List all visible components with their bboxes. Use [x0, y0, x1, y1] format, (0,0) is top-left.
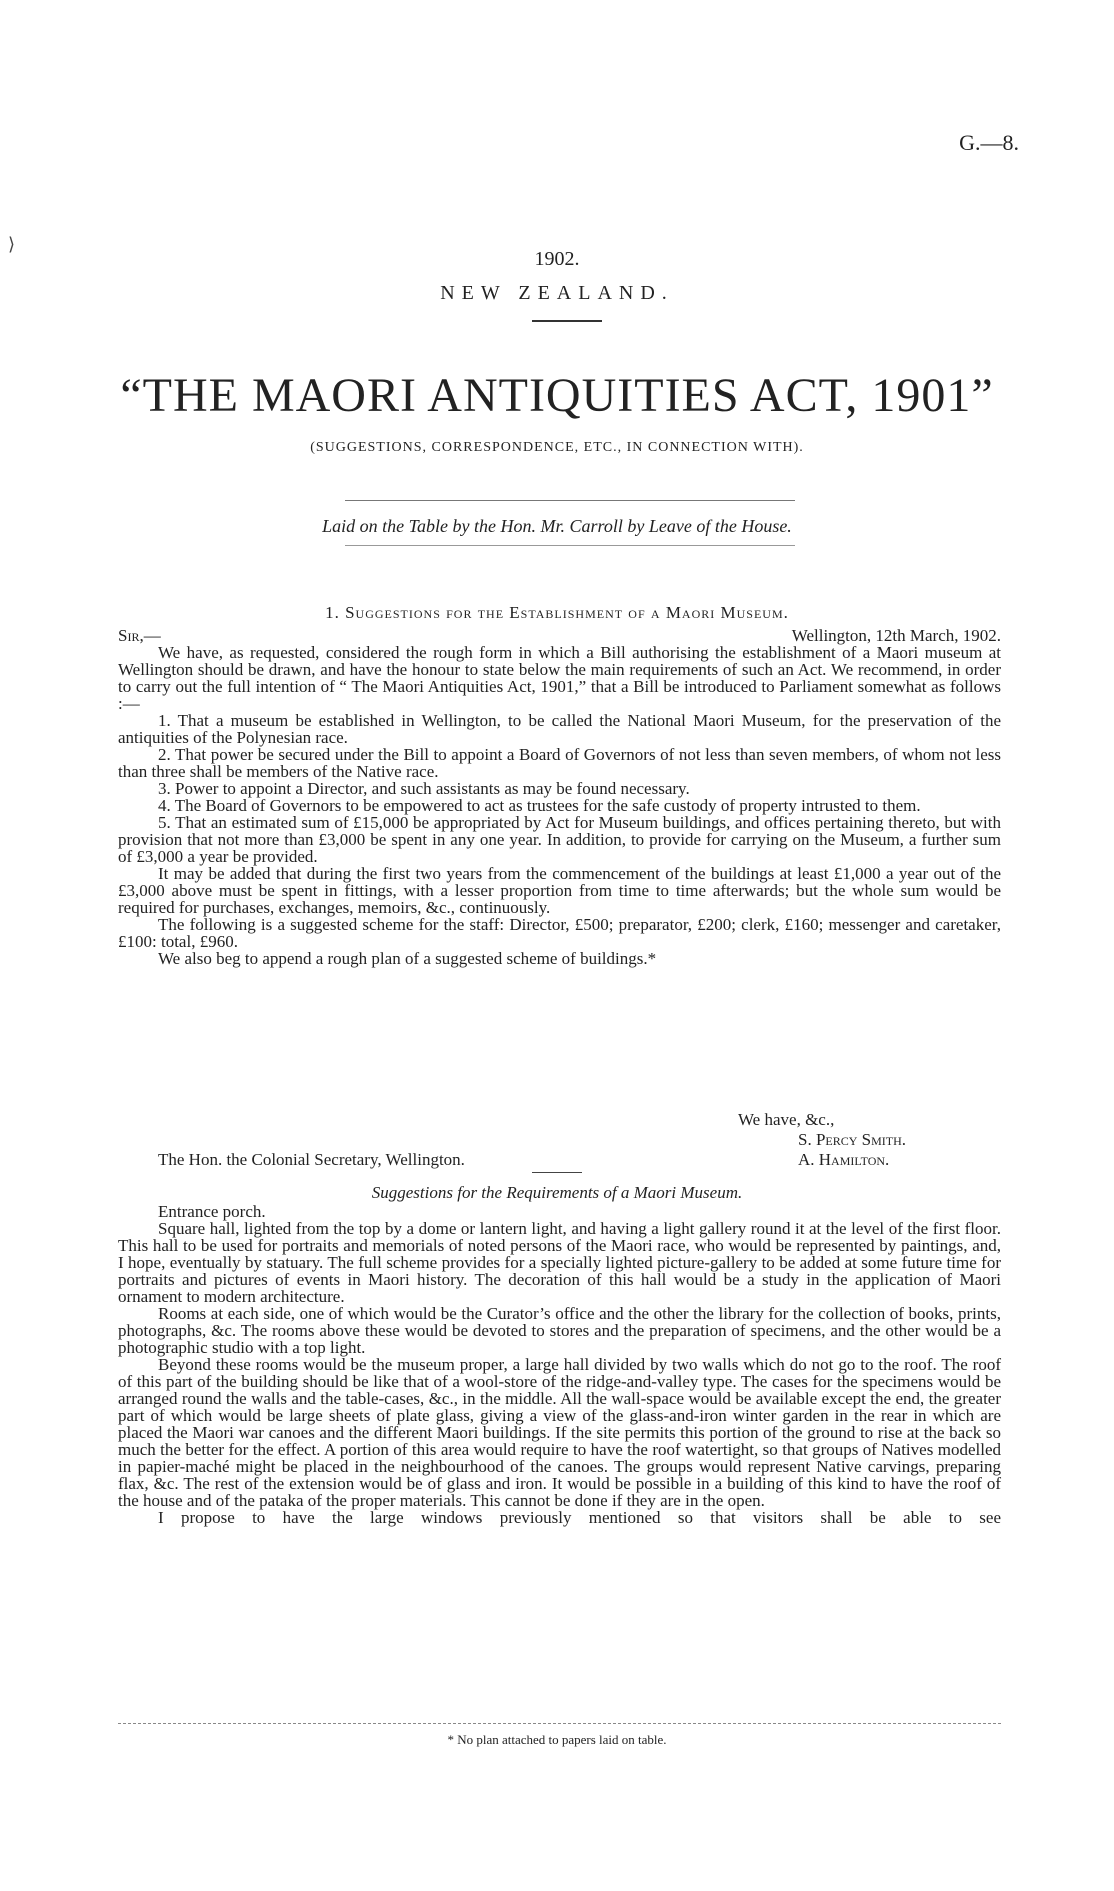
closing: We have, &c.,: [738, 1110, 835, 1129]
letter-paragraph: 3. Power to appoint a Director, and such assistants as may be found necessary.: [158, 779, 690, 798]
letter-paragraph: 2. That power be secured under the Bill to appoint a Board of Governors of not less than seven members, of whom not less than three shall be members of the Native race.: [118, 745, 1001, 781]
letter-paragraph: We have, as requested, considered the rough form in which a Bill authorising the establishment of a Maori museum at Wellington should be drawn, and have the honour to state below the main requirements of such an Act. We recommend, in order to carry out the full intention of “ The Maori Antiquities Act, 1901,” that a Bill be introduced to Parliament somewhat as follows :—: [118, 643, 1001, 713]
letter-paragraph: 1. That a museum be established in Wellington, to be called the National Maori Museum, for the preservation of the antiquities of the Polynesian race.: [118, 711, 1001, 747]
document-subtitle: (SUGGESTIONS, CORRESPONDENCE, ETC., IN CONNECTION WITH).: [310, 440, 804, 455]
letter-paragraph: We also beg to append a rough plan of a suggested scheme of buildings.*: [158, 949, 657, 968]
requirements-paragraph: Rooms at each side, one of which would be the Curator’s office and the other the library for the collection of books, prints, photographs, &c. The rooms above these would be devoted to stores and the preparation of specimens, and the other would be a photographic studio with a top light.: [118, 1304, 1001, 1357]
letter-paragraph: It may be added that during the first two years from the commencement of the buildings at least £1,000 a year out of the £3,000 above must be spent in fittings, with a lesser proportion from time to time afterwards; but the whole sum would be required for purchases, exchanges, memoirs, &c., continuously.: [118, 864, 1001, 917]
divider: [345, 545, 795, 546]
margin-mark: ⟩: [8, 234, 16, 254]
addressee: The Hon. the Colonial Secretary, Wellington.: [158, 1150, 465, 1169]
divider: [532, 320, 602, 322]
requirements-paragraph: Beyond these rooms would be the museum proper, a large hall divided by two walls which do not go to the roof. The roof of this part of the building should be like that of a wool-store of the ridge-and-valley type. The cases for the specimens would be arranged round the walls and the table-cases, &c., in the middle. All the wall-space would be available except the end, the greater part of which would be large sheets of plate glass, giving a view of the glass-and-iron winter garden in the rear in which are placed the Maori war canoes and the different Maori buildings. If the site permits this portion of the ground to rise at the back so much the better for the effect. A portion of this area would require to have the roof watertight, so that groups of Natives modelled in papier-maché might be placed in the neighbourhood of the canoes. The groups would represent Native carvings, preparing flax, &c. The rest of the extension would be of glass and iron. It would be possible in a building of this kind to have the roof of the house and of the pataka of the proper materials. This cannot be done if they are in the open.: [118, 1355, 1001, 1510]
document-year: 1902.: [534, 248, 580, 270]
section-heading: 1. Suggestions for the Establishment of a Maori Museum.: [325, 603, 789, 622]
footnote: * No plan attached to papers laid on table.: [447, 1732, 667, 1747]
footnote-divider: [118, 1723, 1001, 1724]
letter-paragraph: 5. That an estimated sum of £15,000 be appropriated by Act for Museum buildings, and offices pertaining thereto, but with provision that not more than £3,000 be spent in any one year. In addition, to provide for carrying on the Museum, a further sum of £3,000 a year be provided.: [118, 813, 1001, 866]
salutation: Sir,—: [118, 626, 161, 645]
divider: [345, 500, 795, 501]
page-reference: G.—8.: [959, 130, 1019, 155]
divider: [532, 1172, 582, 1173]
requirements-body: [118, 1203, 1001, 1526]
signatory: A. Hamilton.: [798, 1150, 890, 1169]
section-heading: Suggestions for the Requirements of a Maori Museum.: [371, 1183, 743, 1202]
letter-paragraph: The following is a suggested scheme for the staff: Director, £500; preparator, £200; clerk, £160; messenger and caretaker, £100: total, £960.: [118, 915, 1001, 951]
requirements-paragraph: Square hall, lighted from the top by a dome or lantern light, and having a light gallery round it at the level of the first floor. This hall to be used for portraits and memorials of noted persons of the Maori race, who would be represented by paintings, and, I hope, eventually by statuary. The full scheme provides for a specially lighted picture-gallery to be added at some future time for portraits and pictures of events in Maori history. The decoration of this hall would be a study in the application of Maori ornament to modern architecture.: [118, 1219, 1001, 1306]
signature-block: [118, 1111, 1001, 1171]
country-heading: NEW ZEALAND.: [440, 282, 674, 304]
signatory: S. Percy Smith.: [798, 1130, 907, 1149]
letter-body: [118, 644, 1001, 967]
document-title: “THE MAORI ANTIQUITIES ACT, 1901”: [120, 369, 994, 422]
letter-paragraph: 4. The Board of Governors to be empowered to act as trustees for the safe custody of property intrusted to them.: [158, 796, 921, 815]
laid-on-table-note: Laid on the Table by the Hon. Mr. Carroll by Leave of the House.: [322, 516, 792, 536]
requirements-paragraph: I propose to have the large windows previously mentioned so that visitors shall be able to see: [158, 1508, 1001, 1527]
requirements-paragraph: Entrance porch.: [158, 1202, 266, 1221]
place-date: Wellington, 12th March, 1902.: [791, 626, 1001, 645]
